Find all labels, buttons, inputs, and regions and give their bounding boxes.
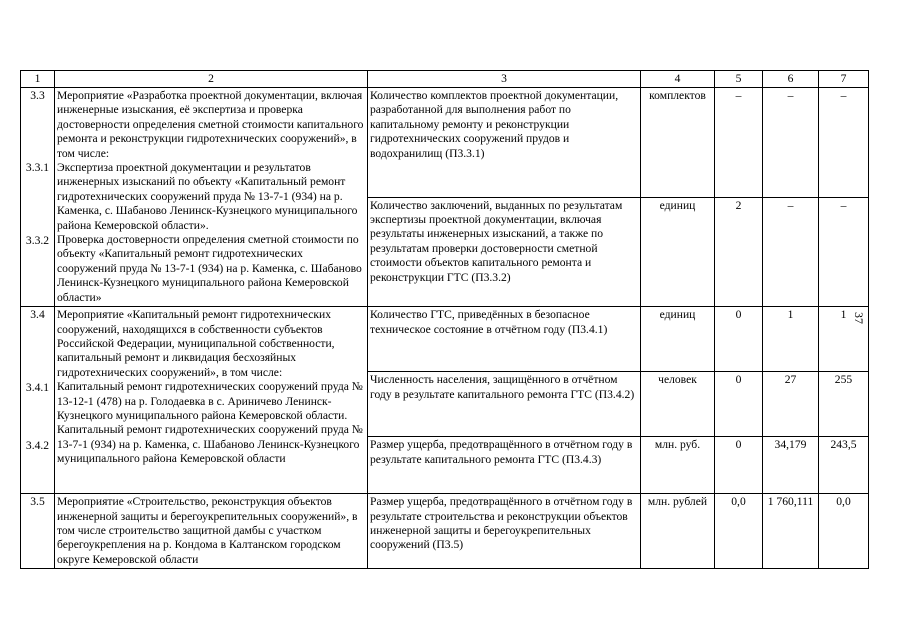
value-col7: 243,5 [819, 437, 869, 494]
row-number-cell [21, 307, 55, 494]
event-text: Мероприятие «Капитальный ремонт гидротехнических сооружений, находящихся в собственности субъектов Российской Федерации, муниципальной собственности, капитальный ремонт и ликвидация бесхозяйных гидротехнических сооружений», в том числе: [57, 308, 335, 379]
value-col5: 0,0 [715, 494, 763, 569]
header-cell: 6 [763, 71, 819, 88]
value-col5: 0 [715, 437, 763, 494]
indicator-name: Количество заключений, выданных по результатам экспертизы проектной документации, включая результаты инженерных изысканий, а также по результатам проверки достоверности сметной стоимости объектов капитального ремонта и реконструкции ГТС (П3.3.2) [368, 197, 641, 307]
indicator-unit: млн. руб. [641, 437, 715, 494]
header-cell: 4 [641, 71, 715, 88]
sub-row-number: 3.4.1 [25, 380, 50, 394]
event-cell [55, 88, 368, 307]
table-row [21, 88, 869, 198]
row-number: 3.3 [30, 89, 45, 102]
table-row [21, 307, 869, 372]
indicator-name: Количество ГТС, приведённых в безопасное техническое состояние в отчётном году (П3.4.1) [368, 307, 641, 372]
value-col7: 1 [819, 307, 869, 372]
program-table [20, 70, 869, 569]
header-cell: 2 [55, 71, 368, 88]
header-cell: 5 [715, 71, 763, 88]
indicator-name: Размер ущерба, предотвращённого в отчётном году в результате строительства и реконструкции объектов инженерной защиты и берегоукрепительных сооружений (П3.5) [368, 494, 641, 569]
event-cell [55, 307, 368, 494]
header-cell: 3 [368, 71, 641, 88]
indicator-unit: млн. рублей [641, 494, 715, 569]
row-number-cell [21, 88, 55, 307]
indicator-name: Количество комплектов проектной документации, разработанной для выполнения работ по капитальному ремонту и реконструкции гидротехнических сооружений прудов и водохранилищ (П3.3.1) [368, 88, 641, 198]
sub-event-text: Экспертиза проектной документации и результатов инженерных изысканий по объекту «Капитальный ремонт гидротехнических сооружений пруда № 13-7-1 (934) на р. Каменка, с. Шабаново Ленинск-Кузнецкого муниципального района Кемеровской области». [57, 161, 358, 232]
value-col5: 0 [715, 307, 763, 372]
row-number-cell [21, 494, 55, 569]
indicator-name: Численность населения, защищённого в отчётном году в результате капитального ремонта ГТС (П3.4.2) [368, 372, 641, 437]
indicator-unit: человек [641, 372, 715, 437]
sub-row-number: 3.4.2 [25, 438, 50, 452]
row-number: 3.5 [30, 495, 45, 509]
value-col6: – [763, 197, 819, 307]
sub-row-number: 3.3.2 [25, 233, 50, 247]
value-col6: 1 [763, 307, 819, 372]
row-number: 3.4 [30, 308, 45, 322]
sub-row-number: 3.3.1 [25, 161, 50, 175]
sub-event-text: Проверка достоверности определения сметной стоимости по объекту «Капитальный ремонт гидротехнических сооружений пруда № 13-7-1 (934) на р. Каменка, с. Шабаново Ленинск-Кузнецкого муниципального района Кемеровской области» [57, 233, 362, 304]
indicator-unit: единиц [641, 197, 715, 307]
value-col7: 0,0 [819, 494, 869, 569]
table-row [21, 494, 869, 569]
value-col6: – [763, 88, 819, 198]
value-col7: – [819, 197, 869, 307]
header-cell: 1 [21, 71, 55, 88]
header-row [21, 71, 869, 88]
page-number: 37 [852, 312, 866, 324]
sub-event-text: Капитальный ремонт гидротехнических сооружений пруда № 13-7-1 (934) на р. Каменка, с. Шабаново Ленинск-Кузнецкого муниципального района Кемеровской области [57, 423, 363, 466]
value-col7: 255 [819, 372, 869, 437]
value-col6: 27 [763, 372, 819, 437]
header-cell: 7 [819, 71, 869, 88]
event-text: Мероприятие «Разработка проектной документации, включая инженерные изыскания, её экспертиза и проверка достоверности определения сметной стоимости капитального ремонта и реконструкции гидротехнических сооружений», в том числе: [57, 89, 364, 160]
value-col7: – [819, 88, 869, 198]
value-col6: 34,179 [763, 437, 819, 494]
value-col5: 0 [715, 372, 763, 437]
event-text: Мероприятие «Строительство, реконструкция объектов инженерной защиты и берегоукрепительных сооружений», в том числе строительство защитной дамбы с участком берегоукрепления на р. Кондома в Калтанском городском округе Кемеровской области [55, 494, 368, 569]
indicator-unit: комплектов [641, 88, 715, 198]
sub-event-text: Капитальный ремонт гидротехнических сооружений пруда № 13-12-1 (478) на р. Голодаевка в с. Ариничево Ленинск-Кузнецкого муниципального района Кемеровской области. [57, 380, 363, 422]
value-col5: – [715, 88, 763, 198]
value-col5: 2 [715, 197, 763, 307]
value-col6: 1 760,111 [763, 494, 819, 569]
indicator-unit: единиц [641, 307, 715, 372]
indicator-name: Размер ущерба, предотвращённого в отчётном году в результате капитального ремонта ГТС (П3.4.3) [368, 437, 641, 494]
